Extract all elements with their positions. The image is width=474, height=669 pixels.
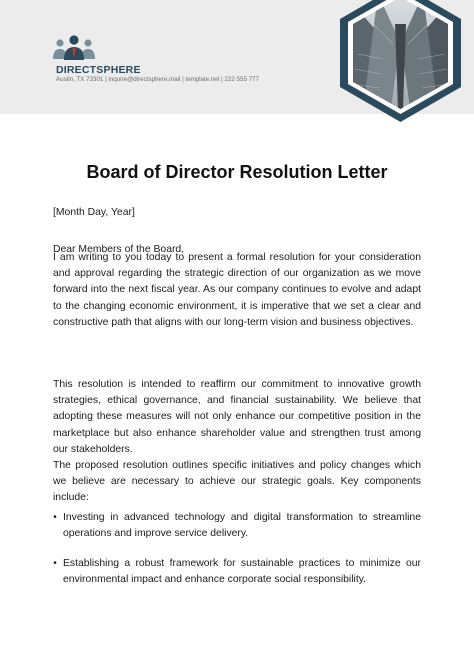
list-item <box>47 556 421 588</box>
contact-line: Austin, TX 73301 | inquire@directsphere.mail | template.net | 222 555 777 <box>56 76 259 83</box>
salutation: Dear Members of the Board, <box>53 244 185 255</box>
bullet-text: Establishing a robust framework for sustainable practices to minimize our environmental impact and enhance corporate social responsibility. <box>63 558 421 586</box>
bullet-icon: • <box>53 558 57 569</box>
bullet-icon: • <box>53 512 57 523</box>
letter-title: Board of Director Resolution Letter <box>86 162 388 182</box>
city-skyscrapers-photo <box>333 0 468 122</box>
paragraph-purpose: This resolution is intended to reaffirm our commitment to innovative growth strategies, ethical governance, and financial sustainability. We believe that adopting these measures will not only enhance our competitive position in the marketplace but also enhance shareholder value and strengthen trust among our stakeholders. <box>53 379 421 455</box>
paragraph-intro: I am writing to you today to present a formal resolution for your consideration and approval regarding the strategic direction of our organization as we move forward into the next fiscal year. As our company continues to evolve and adapt to the changing economic environment, it is imperative that we set a clear and constructive path that aligns with our long-term vision and business objectives. <box>53 252 421 328</box>
list-item <box>47 510 421 542</box>
people-group-icon <box>52 33 96 61</box>
date-placeholder: [Month Day, Year] <box>53 207 135 218</box>
letterhead <box>0 0 474 114</box>
bullet-text: Investing in advanced technology and digital transformation to streamline operations and improve service delivery. <box>63 512 421 540</box>
paragraph-components: The proposed resolution outlines specific initiatives and policy changes which we believe are necessary to achieve our strategic goals. Key components include: <box>53 460 421 504</box>
company-name: DIRECTSPHERE <box>56 64 141 76</box>
